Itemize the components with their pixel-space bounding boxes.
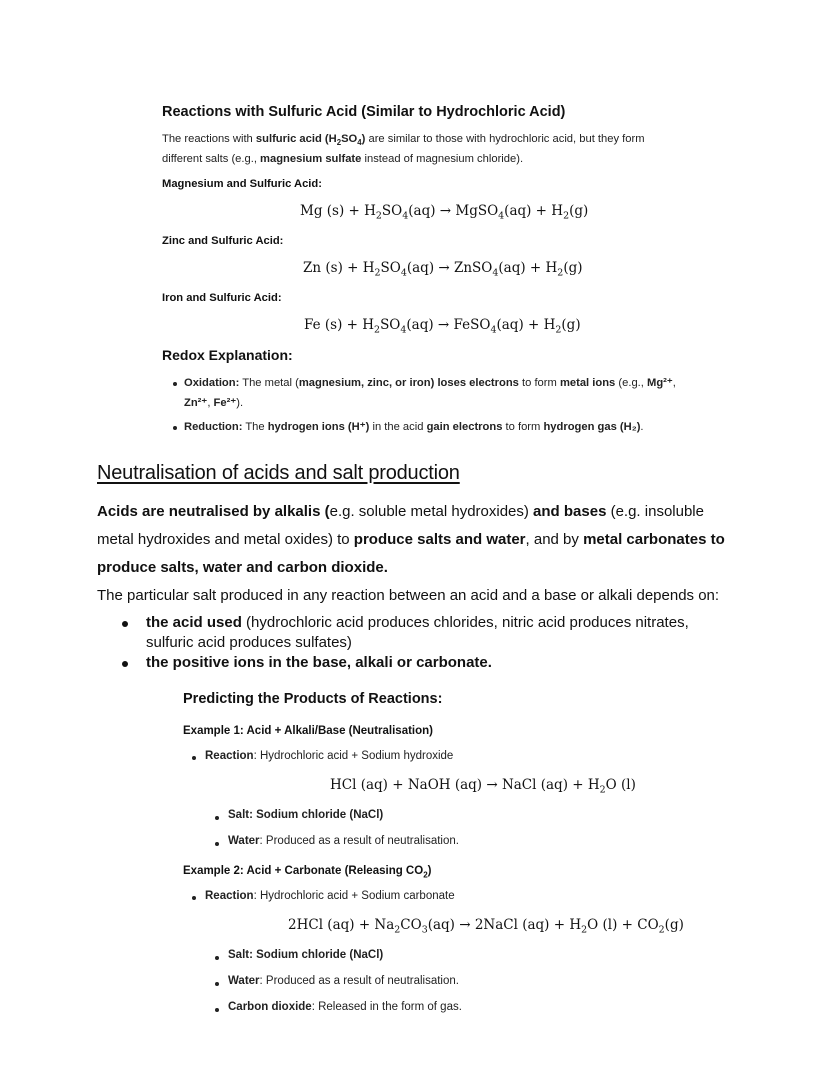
neutralisation-title: Neutralisation of acids and salt production (97, 462, 460, 484)
list-item-acid-used-line-1: the acid used (hydrochloric acid produces chlorides, nitric acid produces nitrates, (146, 614, 689, 631)
equation-iron: Fe $(s) + H_2SO_4(aq)$ → FeSO$_4$(aq) + $H_2(g)$ (304, 317, 581, 336)
sulfuric-intro-line-1: The reactions with sulfuric acid $(H_2SO_4)$ are similar to those with hydrochloric acid, but they form (162, 133, 645, 148)
equation-magnesium: Mg $(s) + H_2SO_4(aq)$ → MgSO$_4$(aq) + $H_2(g)$ (300, 203, 589, 222)
example-2-salt: Salt: Sodium chloride (NaCl) (228, 949, 384, 961)
sulfuric-intro-line-2: different salts (e.g., magnesium sulfate instead of magnesium chloride). (162, 153, 524, 165)
bullet-icon (215, 816, 219, 820)
reaction-label-magnesium: Magnesium and Sulfuric Acid: (162, 178, 322, 190)
predicting-heading: Predicting the Products of Reactions: (183, 691, 443, 707)
redox-heading: Redox Explanation: (162, 347, 293, 363)
bullet-icon (122, 661, 128, 667)
bullet-icon (192, 896, 196, 900)
list-item-acid-used-line-2: sulfuric acid produces sulfates) (146, 634, 352, 651)
equation-zinc: Zn $(s) + H_2SO_4(aq)$ → ZnSO$_4$(aq) + $H_2(g)$ (303, 260, 583, 279)
reaction-label-iron: Iron and Sulfuric Acid: (162, 292, 282, 304)
bullet-icon (122, 621, 128, 627)
redox-oxidation-line-2: Zn²⁺, Fe²⁺). (184, 397, 244, 409)
sulfuric-section-heading: Reactions with Sulfuric Acid (Similar to Hydrochloric Acid) (162, 104, 566, 120)
example-2-reaction: Reaction: Hydrochloric acid + Sodium carbonate (205, 890, 455, 902)
example-2-water: Water: Produced as a result of neutralisation. (228, 975, 459, 987)
bullet-icon (215, 982, 219, 986)
neutralisation-para1-line-3: produce salts, water and carbon dioxide. (97, 559, 388, 576)
bullet-icon (192, 756, 196, 760)
bullet-icon (215, 956, 219, 960)
bullet-icon (173, 382, 177, 386)
example-1-title: Example 1: Acid + Alkali/Base (Neutralisation) (183, 725, 433, 737)
bullet-icon (173, 426, 177, 430)
example-1-equation: HCl (aq) + NaOH (aq) → NaCl $(aq) + H_2O$ (l) (330, 777, 636, 796)
example-1-water: Water: Produced as a result of neutralisation. (228, 835, 459, 847)
neutralisation-para1-line-2: metal hydroxides and metal oxides) to produce salts and water, and by metal carbonates to (97, 531, 725, 548)
example-1-reaction: Reaction: Hydrochloric acid + Sodium hydroxide (205, 750, 454, 762)
neutralisation-para2: The particular salt produced in any reaction between an acid and a base or alkali depends on: (97, 587, 720, 604)
example-2-title: Example 2: Acid + Carbonate (Releasing $CO_2$) (183, 865, 432, 880)
redox-reduction: Reduction: The hydrogen ions (H⁺) in the acid gain electrons to form hydrogen gas (H₂). (184, 421, 644, 433)
bullet-icon (215, 1008, 219, 1012)
example-1-salt: Salt: Sodium chloride (NaCl) (228, 809, 384, 821)
bullet-icon (215, 842, 219, 846)
list-item-positive-ions: the positive ions in the base, alkali or carbonate. (146, 654, 492, 671)
example-2-carbon-dioxide: Carbon dioxide: Released in the form of gas. (228, 1001, 462, 1013)
neutralisation-para1-line-1: Acids are neutralised by alkalis (e.g. soluble metal hydroxides) and bases (e.g. insoluble (97, 503, 704, 520)
redox-oxidation-line-1: Oxidation: The metal (magnesium, zinc, or iron) loses electrons to form metal ions (e.g., Mg²⁺, (184, 377, 676, 389)
example-2-equation: 2HCl $(aq) + Na_2CO_3(aq)$ → 2NaCl $(aq) + H_2O$ $(l) + CO_2(g)$ (288, 917, 684, 936)
reaction-label-zinc: Zinc and Sulfuric Acid: (162, 235, 284, 247)
